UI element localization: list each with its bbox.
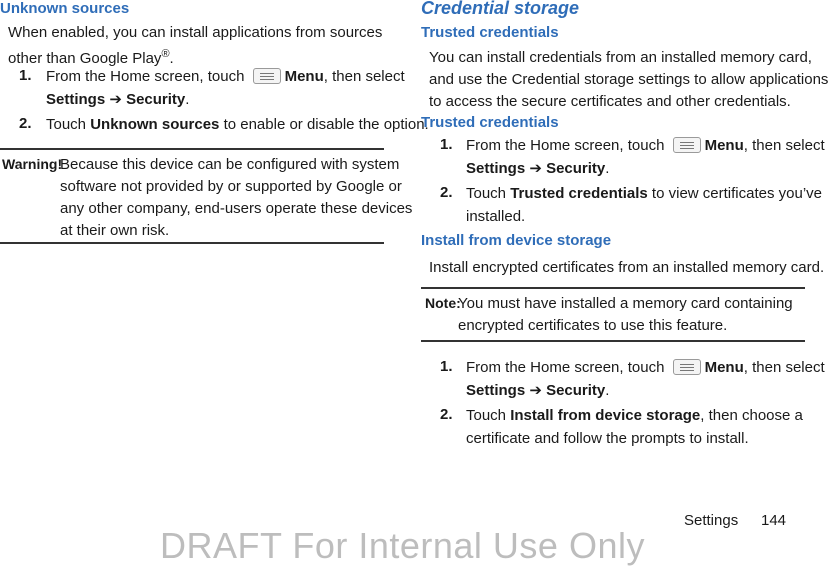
settings-path: Settings ➔ Security xyxy=(466,382,606,399)
warning-line-1: Because this device can be configured with system xyxy=(60,156,400,173)
ids-step-1-line-2 xyxy=(466,379,609,402)
note-line-1: You must have installed a memory card containing xyxy=(458,295,793,312)
menu-icon xyxy=(253,68,281,84)
ids-step-2-line-2: certificate and follow the prompts to install. xyxy=(466,430,749,447)
section-title: Credential storage xyxy=(421,0,580,18)
step-2-post: to enable or disable the option. xyxy=(219,116,429,133)
menu-label: Menu xyxy=(704,359,744,376)
registered-mark: ® xyxy=(161,48,170,60)
heading-install-device-storage: Install from device storage xyxy=(421,232,612,249)
warning-bottom-rule xyxy=(0,242,384,244)
heading-trusted-credentials-1: Trusted credentials xyxy=(421,24,559,41)
ids-step-2-number: 2. xyxy=(440,406,453,423)
warning-line-2: software not provided by or supported by Google or xyxy=(60,178,402,195)
step-1-end: . xyxy=(185,91,190,108)
tc-step-2-bold: Trusted credentials xyxy=(510,185,648,202)
heading-unknown-sources: Unknown sources xyxy=(0,0,130,17)
intro-end: . xyxy=(169,50,174,67)
tc-step-1-text: From the Home screen, touch xyxy=(466,137,665,154)
ids-step-1-text: From the Home screen, touch xyxy=(466,359,665,376)
warning-line-3: any other company, end-users operate these devices xyxy=(60,200,413,217)
step-1-post: , then select xyxy=(323,68,405,85)
page-number: 144 xyxy=(761,512,787,529)
ids-step-2-bold: Install from device storage xyxy=(510,407,701,424)
menu-label: Menu xyxy=(704,137,744,154)
ids-step-2-line-1 xyxy=(466,404,803,427)
ids-step-2-pre: Touch xyxy=(466,407,511,424)
tc-step-2-line-1 xyxy=(466,182,822,205)
step-1-number: 1. xyxy=(19,67,32,84)
settings-path: Settings ➔ Security xyxy=(466,160,606,177)
tc-step-2-number: 2. xyxy=(440,184,453,201)
step-1-line-1 xyxy=(46,65,405,88)
step-1-text: From the Home screen, touch xyxy=(46,68,245,85)
trusted-line-2: and use the Credential storage settings to allow applications xyxy=(429,71,828,88)
tc-step-1-number: 1. xyxy=(440,136,453,153)
tc-step-1-line-1 xyxy=(466,134,825,157)
footer-section: Settings xyxy=(684,512,739,529)
tc-step-2-line-2: installed. xyxy=(466,208,526,225)
ids-step-1-end: . xyxy=(605,382,610,399)
ids-step-2-post: , then choose a xyxy=(700,407,803,424)
trusted-line-1: You can install credentials from an installed memory card, xyxy=(429,49,812,66)
step-1-line-2 xyxy=(46,88,189,111)
draft-watermark: DRAFT For Internal Use Only xyxy=(160,525,645,566)
tc-step-2-pre: Touch xyxy=(466,185,511,202)
warning-label: Warning! xyxy=(2,156,63,172)
ids-step-1-number: 1. xyxy=(440,358,453,375)
step-2-pre: Touch xyxy=(46,116,91,133)
warning-line-4: at their own risk. xyxy=(60,222,170,239)
note-top-rule xyxy=(421,287,805,289)
trusted-line-3: to access the secure certificates and other credentials. xyxy=(429,93,791,110)
menu-icon xyxy=(673,359,701,375)
note-label: Note: xyxy=(425,295,461,311)
tc-step-1-end: . xyxy=(605,160,610,177)
tc-step-1-post: , then select xyxy=(743,137,825,154)
step-2-number: 2. xyxy=(19,115,32,132)
tc-step-2-post: to view certificates you’ve xyxy=(647,185,823,202)
intro-line-1: When enabled, you can install applications from sources xyxy=(8,24,383,41)
ids-step-1-line-1 xyxy=(466,356,825,379)
note-line-2: encrypted certificates to use this feature. xyxy=(458,317,728,334)
install-line-1: Install encrypted certificates from an installed memory card. xyxy=(429,259,825,276)
settings-path: Settings ➔ Security xyxy=(46,91,186,108)
step-2-bold: Unknown sources xyxy=(90,116,220,133)
note-bottom-rule xyxy=(421,340,805,342)
step-2-line xyxy=(46,113,429,136)
menu-icon xyxy=(673,137,701,153)
intro-text: other than Google Play xyxy=(8,50,162,67)
warning-top-rule xyxy=(0,148,384,150)
tc-step-1-line-2 xyxy=(466,157,609,180)
heading-trusted-credentials-2: Trusted credentials xyxy=(421,114,559,131)
ids-step-1-post: , then select xyxy=(743,359,825,376)
menu-label: Menu xyxy=(284,68,324,85)
